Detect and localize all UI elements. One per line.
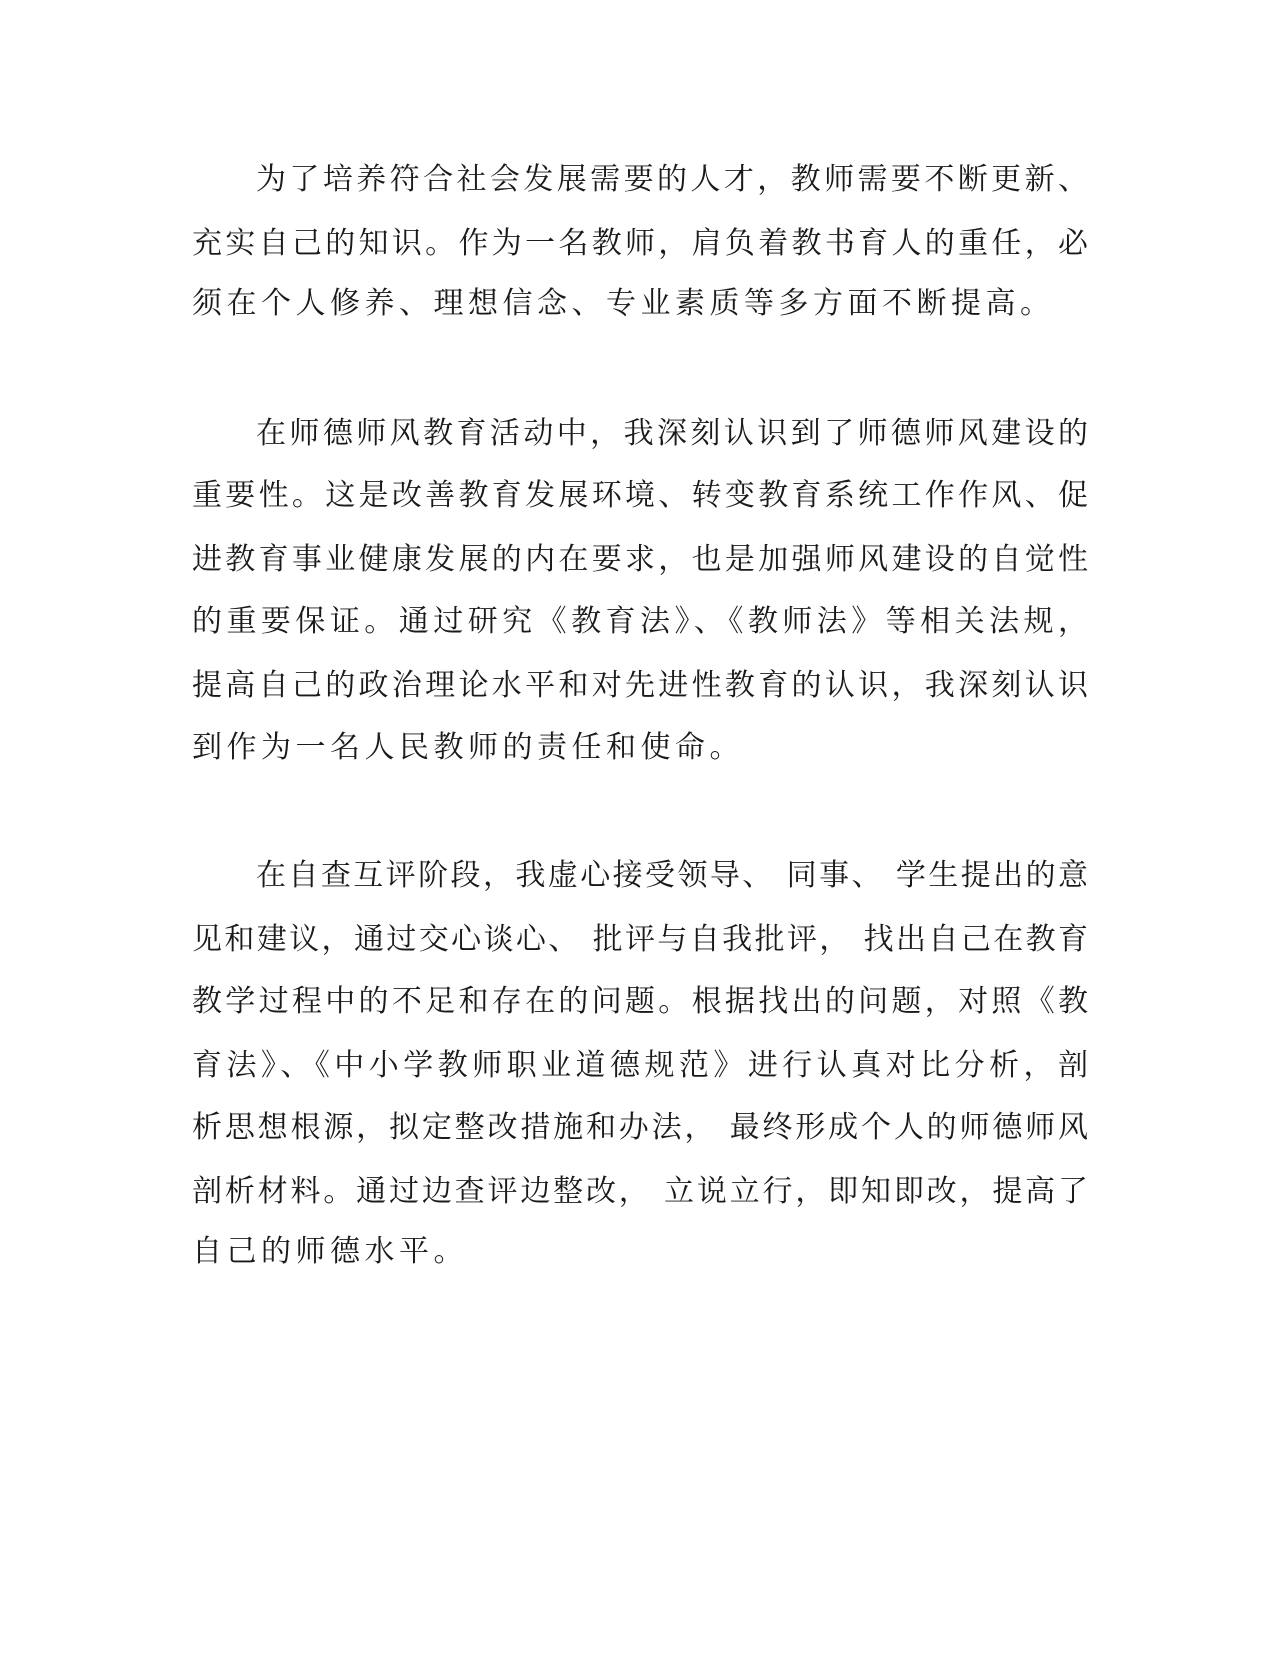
paragraph-3-line-6: 剖析材料。通过边查评边整改， 立说立行，即知即改，提高了: [192, 1174, 1088, 1209]
paragraph-2-line-3: 进教育事业健康发展的内在要求，也是加强师风建设的自觉性: [192, 542, 1088, 577]
paragraph-3-line-5: 析思想根源，拟定整改措施和办法， 最终形成个人的师德师风: [192, 1110, 1088, 1145]
paragraph-3-line-2: 见和建议，通过交心谈心、 批评与自我批评， 找出自己在教育: [192, 922, 1088, 957]
paragraph-2-line-2: 重要性。这是改善教育发展环境、转变教育系统工作作风、促: [192, 478, 1088, 513]
paragraph-2-line-5: 提高自己的政治理论水平和对先进性教育的认识，我深刻认识: [192, 668, 1088, 703]
paragraph-2-line-1: 在师德师风教育活动中，我深刻认识到了师德师风建设的: [256, 416, 1088, 451]
paragraph-1-line-2: 充实自己的知识。作为一名教师，肩负着教书育人的重任，必: [192, 226, 1088, 261]
paragraph-3-line-7: 自己的师德水平。: [192, 1234, 468, 1269]
paragraph-1-line-3: 须在个人修养、理想信念、专业素质等多方面不断提高。: [192, 286, 1055, 321]
paragraph-2-line-4: 的重要保证。通过研究《教育法》、《教师法》等相关法规，: [192, 604, 1088, 639]
paragraph-3-line-1: 在自查互评阶段，我虚心接受领导、 同事、 学生提出的意: [256, 858, 1088, 893]
paragraph-2-line-6: 到作为一名人民教师的责任和使命。: [192, 730, 744, 765]
paragraph-3-line-4: 育法》、《中小学教师职业道德规范》进行认真对比分析，剖: [192, 1048, 1088, 1083]
paragraph-1-line-1: 为了培养符合社会发展需要的人才，教师需要不断更新、: [256, 162, 1088, 197]
paragraph-3-line-3: 教学过程中的不足和存在的问题。根据找出的问题，对照《教: [192, 984, 1088, 1019]
